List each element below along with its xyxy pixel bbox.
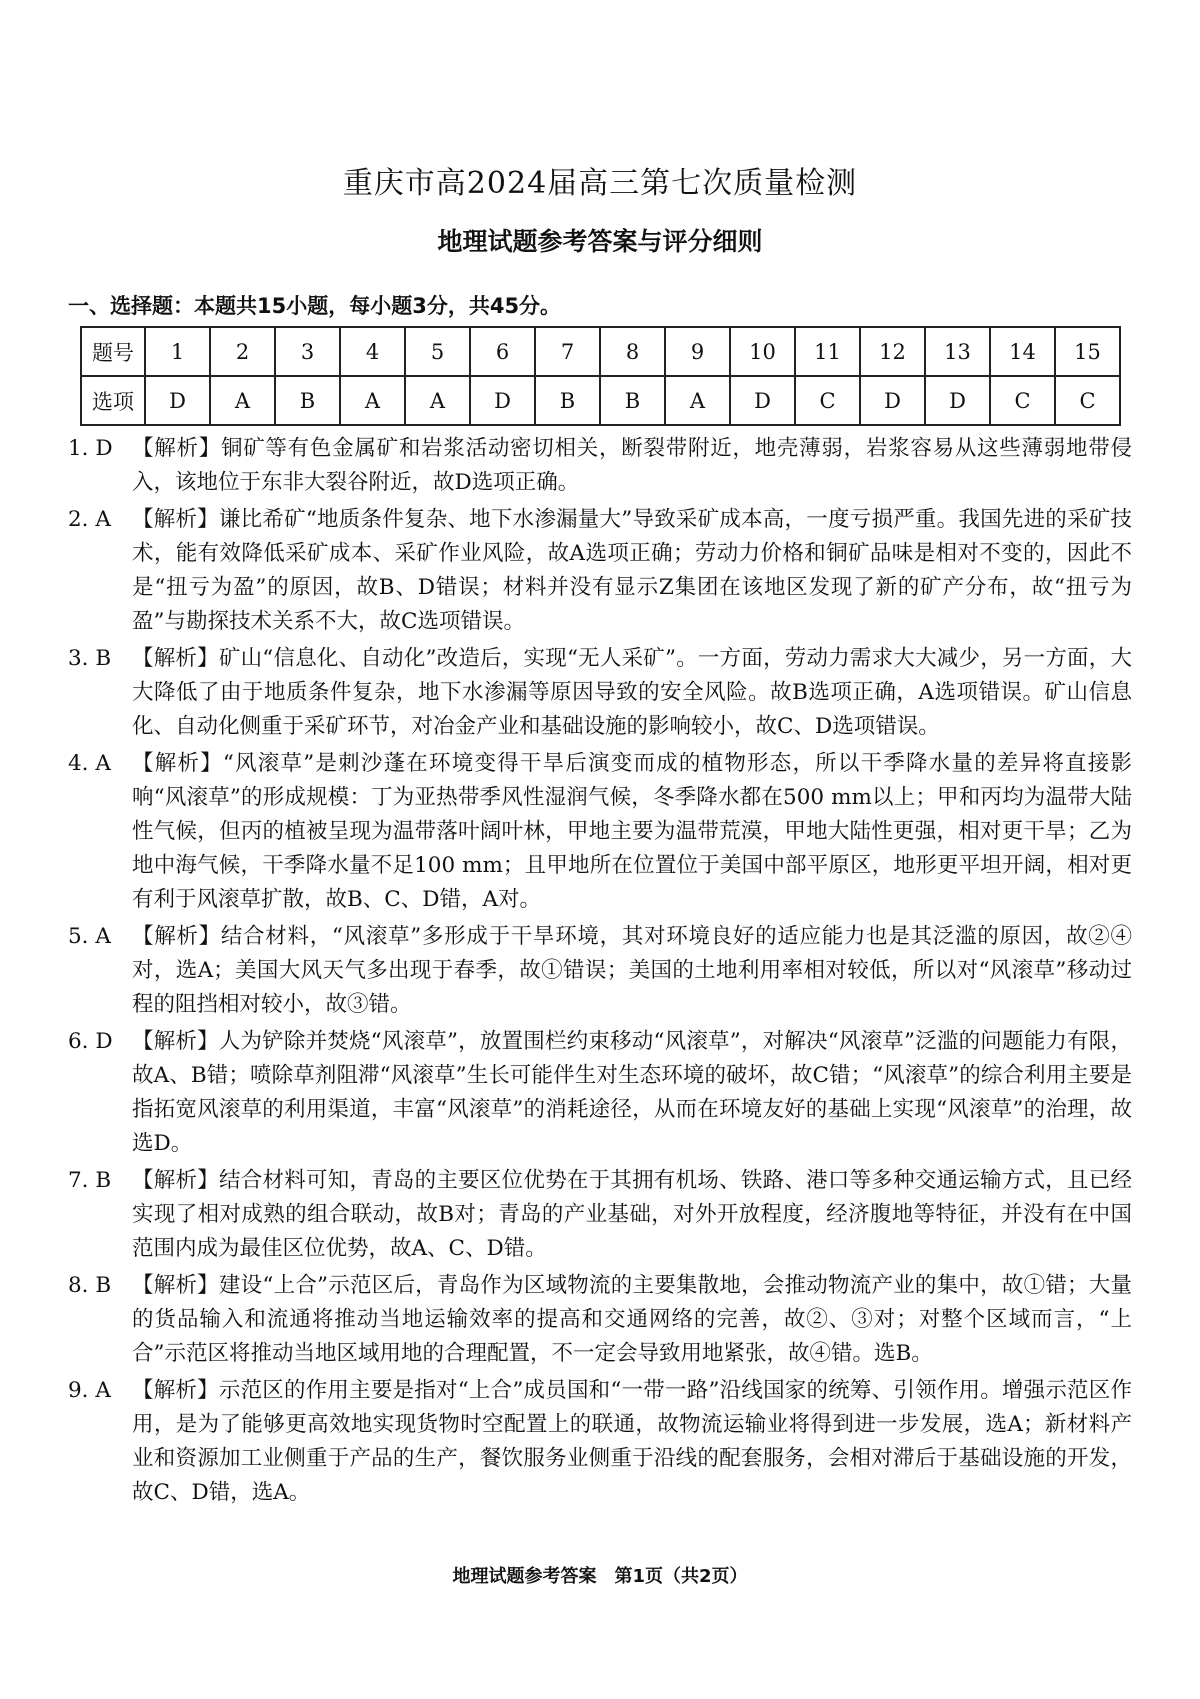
explanation-text: 【解析】谦比希矿“地质条件复杂、地下水渗漏量大”导致采矿成本高，一度亏损严重。我国先进的采矿技术，能有效降低采矿成本、采矿作业风险，故A选项正确；劳动力价格和铜矿品味是相对不变的，因此不是“扭亏为盈”的原因，故B、D错误；材料并没有显示Z集团在该地区发现了新的矿产分布，故“扭亏为盈”与勘探技术关系不大，故C选项错误。	[132, 507, 1132, 634]
explanation-item	[68, 1025, 1132, 1161]
explanation-item	[68, 503, 1132, 639]
explanation-text: 【解析】人为铲除并焚烧“风滚草”，放置围栏约束移动“风滚草”，对解决“风滚草”泛滥的问题能力有限，故A、B错；喷除草剂阻滞“风滚草”生长可能伴生对生态环境的破坏，故C错；“风滚草”的综合利用主要是指拓宽风滚草的利用渠道，丰富“风滚草”的消耗途径，从而在环境友好的基础上实现“风滚草”的治理，故选D。	[132, 1029, 1132, 1156]
explanation-text: 【解析】铜矿等有色金属矿和岩浆活动密切相关，断裂带附近，地壳薄弱，岩浆容易从这些薄弱地带侵入，该地位于东非大裂谷附近，故D选项正确。	[132, 436, 1132, 495]
explanation-list	[68, 432, 1132, 1513]
question-number-cell: 8	[600, 327, 665, 376]
answer-cell: C	[990, 376, 1055, 425]
question-number-cell: 9	[665, 327, 730, 376]
answer-cell: D	[860, 376, 925, 425]
answer-cell: B	[600, 376, 665, 425]
question-number-cell: 14	[990, 327, 1055, 376]
answer-cell: C	[1055, 376, 1120, 425]
answer-table	[80, 326, 1121, 426]
question-answer-label: 3. B	[68, 646, 112, 671]
explanation-text: 【解析】矿山“信息化、自动化”改造后，实现“无人采矿”。一方面，劳动力需求大大减少，另一方面，大大降低了由于地质条件复杂，地下水渗漏等原因导致的安全风险。故B选项正确，A选项错误。矿山信息化、自动化侧重于采矿环节，对冶金产业和基础设施的影响较小，故C、D选项错误。	[132, 646, 1132, 739]
row-label: 题号	[81, 327, 145, 376]
answer-cell: D	[470, 376, 535, 425]
answer-row	[81, 376, 1120, 425]
answer-cell: D	[145, 376, 210, 425]
explanation-item	[68, 747, 1132, 917]
answer-cell: C	[795, 376, 860, 425]
answer-cell: A	[405, 376, 470, 425]
explanation-text: 【解析】结合材料可知，青岛的主要区位优势在于其拥有机场、铁路、港口等多种交通运输方式，且已经实现了相对成熟的组合联动，故B对；青岛的产业基础，对外开放程度，经济腹地等特征，并没有在中国范围内成为最佳区位优势，故A、C、D错。	[132, 1168, 1132, 1261]
answer-cell: A	[340, 376, 405, 425]
question-answer-label: 7. B	[68, 1168, 112, 1193]
answer-cell: A	[210, 376, 275, 425]
question-number-cell: 12	[860, 327, 925, 376]
page-title: 重庆市高2024届高三第七次质量检测	[342, 166, 858, 201]
explanation-item	[68, 1164, 1132, 1266]
question-answer-label: 1. D	[68, 436, 113, 461]
answer-cell: A	[665, 376, 730, 425]
question-number-row	[81, 327, 1120, 376]
question-answer-label: 5. A	[68, 924, 111, 949]
answer-cell: D	[925, 376, 990, 425]
question-answer-label: 8. B	[68, 1273, 112, 1298]
explanation-item	[68, 1269, 1132, 1371]
page-footer: 地理试题参考答案 第1页（共2页）	[452, 1566, 748, 1587]
question-answer-label: 9. A	[68, 1378, 111, 1403]
explanation-text: 【解析】建设“上合”示范区后，青岛作为区域物流的主要集散地，会推动物流产业的集中，故①错；大量的货品输入和流通将推动当地运输效率的提高和交通网络的完善，故②、③对；对整个区域而言，“上合”示范区将推动当地区域用地的合理配置，不一定会导致用地紧张，故④错。选B。	[132, 1273, 1132, 1366]
explanation-item	[68, 1374, 1132, 1510]
answer-cell: B	[275, 376, 340, 425]
question-answer-label: 2. A	[68, 507, 111, 532]
explanation-item	[68, 642, 1132, 744]
question-number-cell: 4	[340, 327, 405, 376]
explanation-item	[68, 432, 1132, 500]
question-number-cell: 11	[795, 327, 860, 376]
question-number-cell: 13	[925, 327, 990, 376]
section-heading: 一、选择题：本题共15小题，每小题3分，共45分。	[68, 294, 562, 318]
answer-cell: B	[535, 376, 600, 425]
row-label: 选项	[81, 376, 145, 425]
question-number-cell: 7	[535, 327, 600, 376]
question-number-cell: 15	[1055, 327, 1120, 376]
question-number-cell: 10	[730, 327, 795, 376]
explanation-text: 【解析】“风滚草”是刺沙蓬在环境变得干旱后演变而成的植物形态，所以干季降水量的差异将直接影响“风滚草”的形成规模：丁为亚热带季风性湿润气候，冬季降水都在500 mm以上；甲和丙均为温带大陆性气候，但丙的植被呈现为温带落叶阔叶林，甲地主要为温带荒漠，甲地大陆性更强，相对更干旱；乙为地中海气候，干季降水量不足100 mm；且甲地所在位置位于美国中部平原区，地形更平坦开阔，相对更有利于风滚草扩散，故B、C、D错，A对。	[132, 751, 1132, 912]
explanation-text: 【解析】示范区的作用主要是指对“上合”成员国和“一带一路”沿线国家的统筹、引领作用。增强示范区作用，是为了能够更高效地实现货物时空配置上的联通，故物流运输业将得到进一步发展，选A；新材料产业和资源加工业侧重于产品的生产，餐饮服务业侧重于沿线的配套服务，会相对滞后于基础设施的开发，故C、D错，选A。	[132, 1378, 1132, 1505]
question-answer-label: 4. A	[68, 751, 111, 776]
question-number-cell: 3	[275, 327, 340, 376]
question-number-cell: 1	[145, 327, 210, 376]
explanation-text: 【解析】结合材料，“风滚草”多形成于干旱环境，其对环境良好的适应能力也是其泛滥的原因，故②④对，选A；美国大风天气多出现于春季，故①错误；美国的土地利用率相对较低，所以对“风滚草”移动过程的阻挡相对较小，故③错。	[132, 924, 1132, 1017]
explanation-item	[68, 920, 1132, 1022]
question-number-cell: 6	[470, 327, 535, 376]
question-number-cell: 2	[210, 327, 275, 376]
question-answer-label: 6. D	[68, 1029, 113, 1054]
question-number-cell: 5	[405, 327, 470, 376]
page-subtitle: 地理试题参考答案与评分细则	[437, 227, 763, 256]
answer-cell: D	[730, 376, 795, 425]
